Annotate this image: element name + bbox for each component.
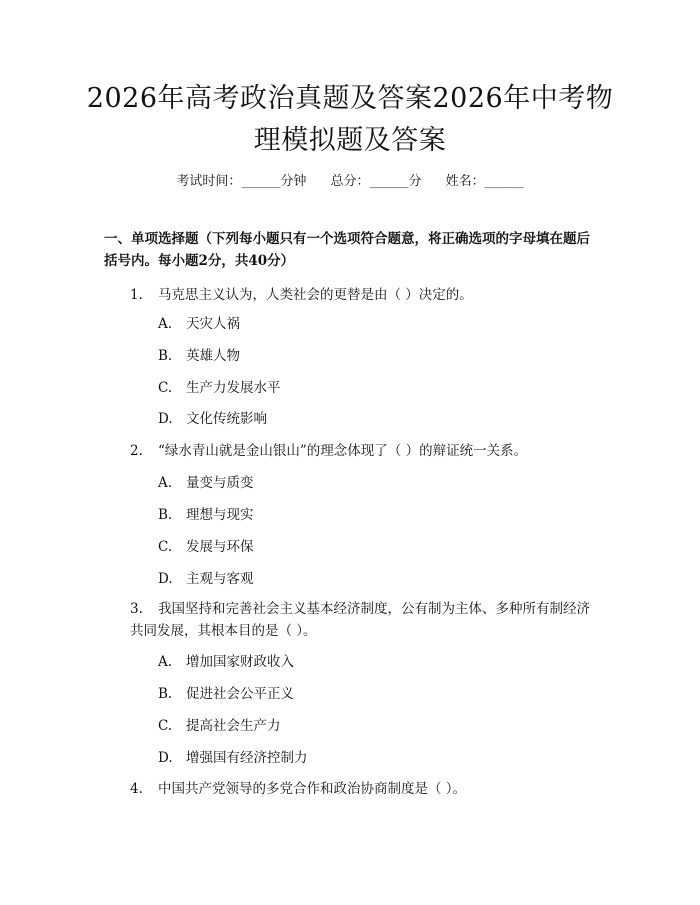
question-2 (130, 440, 527, 462)
option-text: 理想与现实 (186, 507, 254, 523)
question-number: 1. (130, 287, 143, 303)
title-line-2: 理模拟题及答案 (253, 125, 447, 156)
option-letter: B. (158, 348, 173, 364)
q3-option-b (158, 684, 294, 704)
option-letter: B. (158, 686, 173, 702)
title-line-1: 2026年高考政治真题及答案2026年中考物 (86, 83, 614, 114)
option-text: 促进社会公平正义 (186, 686, 294, 702)
option-letter: D. (158, 571, 173, 587)
question-text: 马克思主义认为，人类社会的更替是由（ ）决定的。 (158, 287, 473, 303)
option-text: 增加国家财政收入 (186, 654, 294, 670)
q2-option-a (158, 473, 254, 493)
q3-option-a (158, 652, 294, 672)
q2-option-b (158, 505, 254, 525)
option-text: 量变与质变 (186, 475, 254, 491)
q1-option-c (158, 378, 281, 398)
question-number: 3. (130, 601, 143, 617)
student-name: 姓名：______ (445, 174, 524, 189)
option-letter: A. (158, 316, 173, 332)
q1-option-d (158, 409, 267, 429)
question-number: 4. (130, 781, 143, 797)
option-letter: C. (158, 539, 173, 555)
option-text: 提高社会生产力 (186, 718, 281, 734)
question-text: “绿水青山就是金山银山”的理念体现了（ ）的辩证统一关系。 (158, 443, 528, 459)
q3-option-c (158, 716, 281, 736)
exam-time: 考试时间：______分钟 (176, 174, 307, 189)
option-letter: B. (158, 507, 173, 523)
q1-option-b (158, 346, 240, 366)
section-heading: 一、单项选择题（下列每小题只有一个选项符合题意，将正确选项的字母填在题后括号内。每小题2分，共40分） (104, 231, 590, 269)
question-4 (130, 778, 466, 800)
q2-option-c (158, 537, 254, 557)
question-number: 2. (130, 443, 143, 459)
option-text: 发展与环保 (186, 539, 254, 555)
option-text: 英雄人物 (186, 348, 240, 364)
total-score: 总分：______分 (330, 174, 422, 189)
option-letter: A. (158, 654, 173, 670)
option-letter: C. (158, 718, 173, 734)
option-letter: D. (158, 750, 173, 766)
option-text: 主观与客观 (186, 571, 254, 587)
q1-option-a (158, 314, 240, 334)
question-1 (130, 284, 473, 306)
question-3 (130, 598, 600, 642)
option-letter: A. (158, 475, 173, 491)
option-letter: D. (158, 411, 173, 427)
question-text: 中国共产党领导的多党合作和政治协商制度是（ ）。 (158, 781, 467, 797)
page-title (0, 78, 700, 162)
option-text: 生产力发展水平 (186, 380, 281, 396)
q2-option-d (158, 569, 254, 589)
q3-option-d (158, 748, 308, 768)
exam-meta (0, 170, 700, 189)
option-text: 天灾人祸 (186, 316, 240, 332)
option-text: 文化传统影响 (186, 411, 267, 427)
option-text: 增强国有经济控制力 (186, 750, 308, 766)
question-text: 我国坚持和完善社会主义基本经济制度，公有制为主体、多种所有制经济共同发展，其根本目的是（ ）。 (130, 601, 590, 639)
option-letter: C. (158, 380, 173, 396)
